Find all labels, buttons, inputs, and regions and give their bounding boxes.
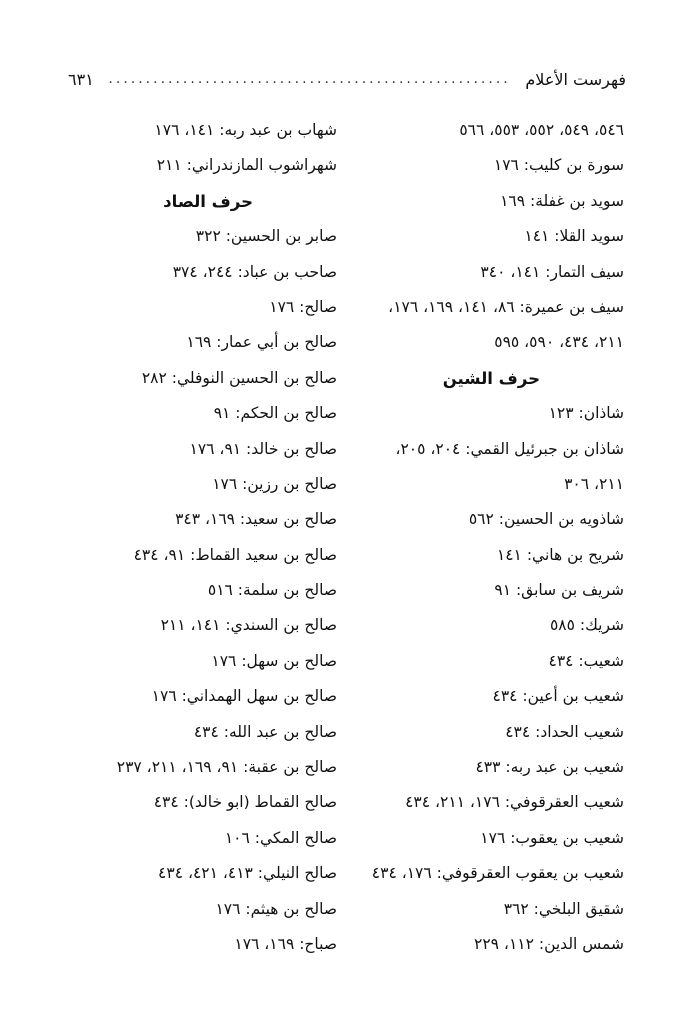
index-entry: سويد بن غفلة: ١٦٩ bbox=[500, 191, 624, 210]
index-entry: شعيب بن أعين: ٤٣٤ bbox=[492, 687, 624, 706]
index-entry: ٢١١، ٤٣٤، ٥٩٠، ٥٩٥ bbox=[494, 333, 624, 352]
index-entry: ٢١١، ٣٠٦ bbox=[564, 474, 624, 493]
index-entry: سيف بن عميرة: ٨٦، ١٤١، ١٦٩، ١٧٦، bbox=[388, 297, 624, 316]
index-entry: صباح: ١٦٩، ١٧٦ bbox=[234, 934, 337, 953]
index-entry: صالح بن هيثم: ١٧٦ bbox=[215, 899, 337, 918]
index-entry: صالح: ١٧٦ bbox=[269, 297, 337, 316]
index-entry: شريك: ٥٨٥ bbox=[549, 616, 624, 635]
index-entry: صالح بن الحسين النوفلي: ٢٨٢ bbox=[141, 368, 337, 387]
index-entry: ٥٤٦، ٥٤٩، ٥٥٢، ٥٥٣، ٥٦٦ bbox=[459, 121, 624, 139]
index-entry: شهاب بن عبد ربه: ١٤١، ١٧٦ bbox=[154, 121, 337, 139]
section-heading: حرف الشين bbox=[442, 368, 540, 388]
index-entry: شاذان بن جبرئيل القمي: ٢٠٤، ٢٠٥، bbox=[395, 439, 624, 458]
index-entry: شعيب: ٤٣٤ bbox=[548, 651, 624, 670]
page-number: ٦٣١ bbox=[68, 69, 94, 89]
index-entry: شريف بن سابق: ٩١ bbox=[494, 581, 624, 600]
index-entry: شاذويه بن الحسين: ٥٦٢ bbox=[468, 510, 624, 529]
index-entry: سويد القلا: ١٤١ bbox=[524, 227, 624, 246]
index-entry: شاذان: ١٢٣ bbox=[548, 404, 624, 423]
index-entry: شهراشوب المازندراني: ٢١١ bbox=[156, 156, 337, 175]
index-entry: صالح النيلي: ٤١٣، ٤٢١، ٤٣٤ bbox=[158, 864, 337, 883]
index-column-right bbox=[314, 113, 624, 962]
index-entry: سيف التمار: ١٤١، ٣٤٠ bbox=[480, 262, 624, 281]
index-entry: صالح بن رزين: ١٧٦ bbox=[212, 474, 337, 493]
index-entry: صالح بن الحكم: ٩١ bbox=[213, 404, 337, 423]
index-entry: صالح بن سهل الهمداني: ١٧٦ bbox=[151, 687, 337, 706]
index-entry: صالح بن عبد الله: ٤٣٤ bbox=[193, 722, 337, 741]
running-header bbox=[68, 66, 626, 92]
index-entry: صابر بن الحسين: ٣٢٢ bbox=[195, 227, 337, 246]
index-entry: صالح بن سعيد القماط: ٩١، ٤٣٤ bbox=[133, 545, 337, 564]
index-entry: صالح القماط (ابو خالد): ٤٣٤ bbox=[153, 793, 337, 812]
index-entry: صالح بن السندي: ١٤١، ٢١١ bbox=[160, 616, 337, 635]
index-entry: صالح بن خالد: ٩١، ١٧٦ bbox=[189, 439, 337, 458]
index-entry: صالح بن أبي عمار: ١٦٩ bbox=[186, 333, 337, 352]
index-column-left bbox=[47, 113, 337, 962]
index-entry: صالح بن سهل: ١٧٦ bbox=[211, 651, 337, 670]
section-heading: حرف الصاد bbox=[163, 191, 253, 211]
index-entry: سورة بن كليب: ١٧٦ bbox=[493, 156, 624, 175]
index-entry: صالح المكي: ١٠٦ bbox=[224, 828, 337, 847]
index-entry: شعيب العقرقوفي: ١٧٦، ٢١١، ٤٣٤ bbox=[405, 793, 624, 812]
index-entry: شعيب بن عبد ربه: ٤٣٣ bbox=[475, 758, 624, 777]
index-entry: صالح بن عقبة: ٩١، ١٦٩، ٢١١، ٢٣٧ bbox=[116, 758, 337, 777]
header-title: فهرست الأعلام bbox=[525, 69, 626, 89]
index-entry: شمس الدين: ١١٢، ٢٢٩ bbox=[474, 934, 624, 953]
index-entry: صالح بن سلمة: ٥١٦ bbox=[207, 581, 337, 600]
index-entry: شريح بن هاني: ١٤١ bbox=[496, 545, 624, 564]
index-entry: صاحب بن عباد: ٢٤٤، ٣٧٤ bbox=[172, 262, 337, 281]
index-entry: شعيب الحداد: ٤٣٤ bbox=[505, 722, 624, 741]
index-entry: صالح بن سعيد: ١٦٩، ٣٤٣ bbox=[175, 510, 337, 529]
index-entry: شعيب بن يعقوب: ١٧٦ bbox=[480, 828, 624, 847]
header-dot-leader: ...................................................... bbox=[108, 71, 511, 87]
index-entry: شقيق البلخي: ٣٦٢ bbox=[503, 899, 624, 918]
index-entry: شعيب بن يعقوب العقرقوفي: ١٧٦، ٤٣٤ bbox=[371, 864, 624, 883]
